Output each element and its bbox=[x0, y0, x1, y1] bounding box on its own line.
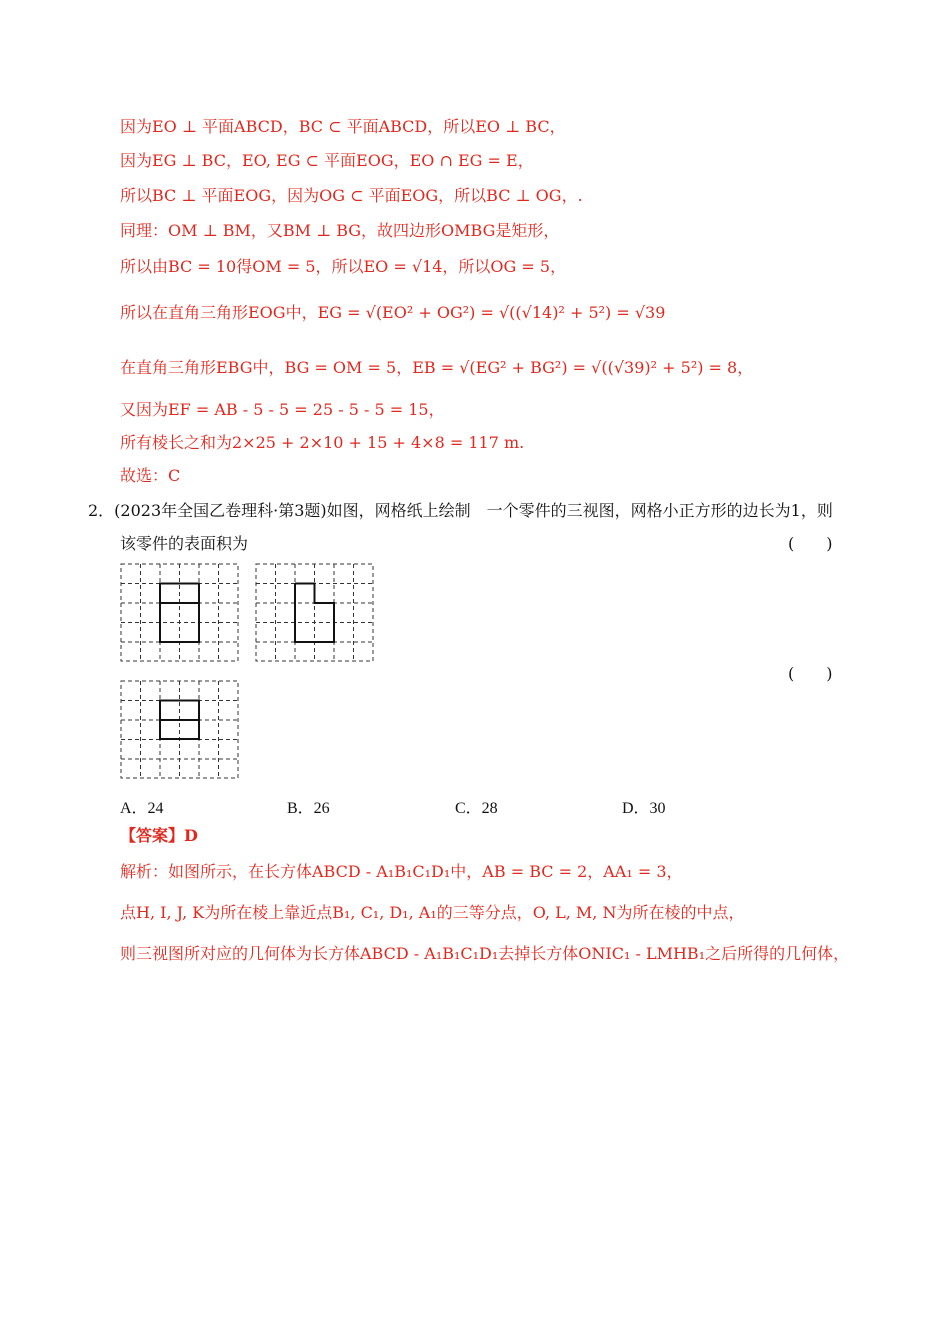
problem-2-stem-line-2: 该零件的表面积为 bbox=[120, 534, 249, 553]
side-view-diagram bbox=[255, 563, 375, 663]
option-d: D．30 bbox=[622, 800, 666, 817]
solution-line-10: 故选：C bbox=[120, 466, 181, 485]
solution-line-7: 在直角三角形EBG中，BG = OM = 5，EB = √(EG² + BG²) = √((√39)² + 5²) = 8， bbox=[120, 358, 754, 377]
solution-line-5: 所以由BC = 10得OM = 5，所以EO = √14，所以OG = 5， bbox=[120, 257, 567, 276]
problem-2-stem-line-1: 2．(2023年全国乙卷理科·第3题)如图，网格纸上绘制 一个零件的三视图，网格小正方形的边长为1，则 bbox=[88, 501, 833, 520]
front-view-diagram bbox=[120, 563, 240, 663]
answer-label: 【答案】D bbox=[120, 826, 198, 845]
answer-bracket-2: ( ) bbox=[788, 664, 833, 683]
option-a: A．24 bbox=[120, 800, 164, 817]
solution-line-3: 所以BC ⊥ 平面EOG，因为OG ⊂ 平面EOG，所以BC ⊥ OG，. bbox=[120, 186, 583, 205]
solution-line-9: 所有棱长之和为2×25 + 2×10 + 15 + 4×8 = 117 m. bbox=[120, 433, 525, 452]
top-view-diagram bbox=[120, 680, 240, 780]
option-c: C．28 bbox=[455, 800, 498, 817]
analysis-line-1: 解析：如图所示，在长方体ABCD - A₁B₁C₁D₁中，AB = BC = 2，AA₁ = 3， bbox=[120, 862, 683, 881]
solution-line-4: 同理：OM ⊥ BM，又BM ⊥ BG，故四边形OMBG是矩形， bbox=[120, 221, 560, 240]
answer-bracket-1: ( ) bbox=[788, 534, 833, 553]
solution-line-1: 因为EO ⊥ 平面ABCD，BC ⊂ 平面ABCD，所以EO ⊥ BC， bbox=[120, 117, 566, 136]
solution-line-6: 所以在直角三角形EOG中，EG = √(EO² + OG²) = √((√14)² + 5²) = √39 bbox=[120, 303, 666, 322]
option-b: B．26 bbox=[287, 800, 330, 817]
solution-line-8: 又因为EF = AB - 5 - 5 = 25 - 5 - 5 = 15， bbox=[120, 400, 445, 419]
analysis-line-2: 点H, I, J, K为所在棱上靠近点B₁, C₁, D₁, A₁的三等分点，O, L, M, N为所在棱的中点， bbox=[120, 903, 745, 922]
solution-line-2: 因为EG ⊥ BC，EO, EG ⊂ 平面EOG，EO ∩ EG = E， bbox=[120, 151, 534, 170]
analysis-line-3: 则三视图所对应的几何体为长方体ABCD - A₁B₁C₁D₁去掉长方体ONIC₁ - LMHB₁之后所得的几何体， bbox=[120, 944, 850, 963]
